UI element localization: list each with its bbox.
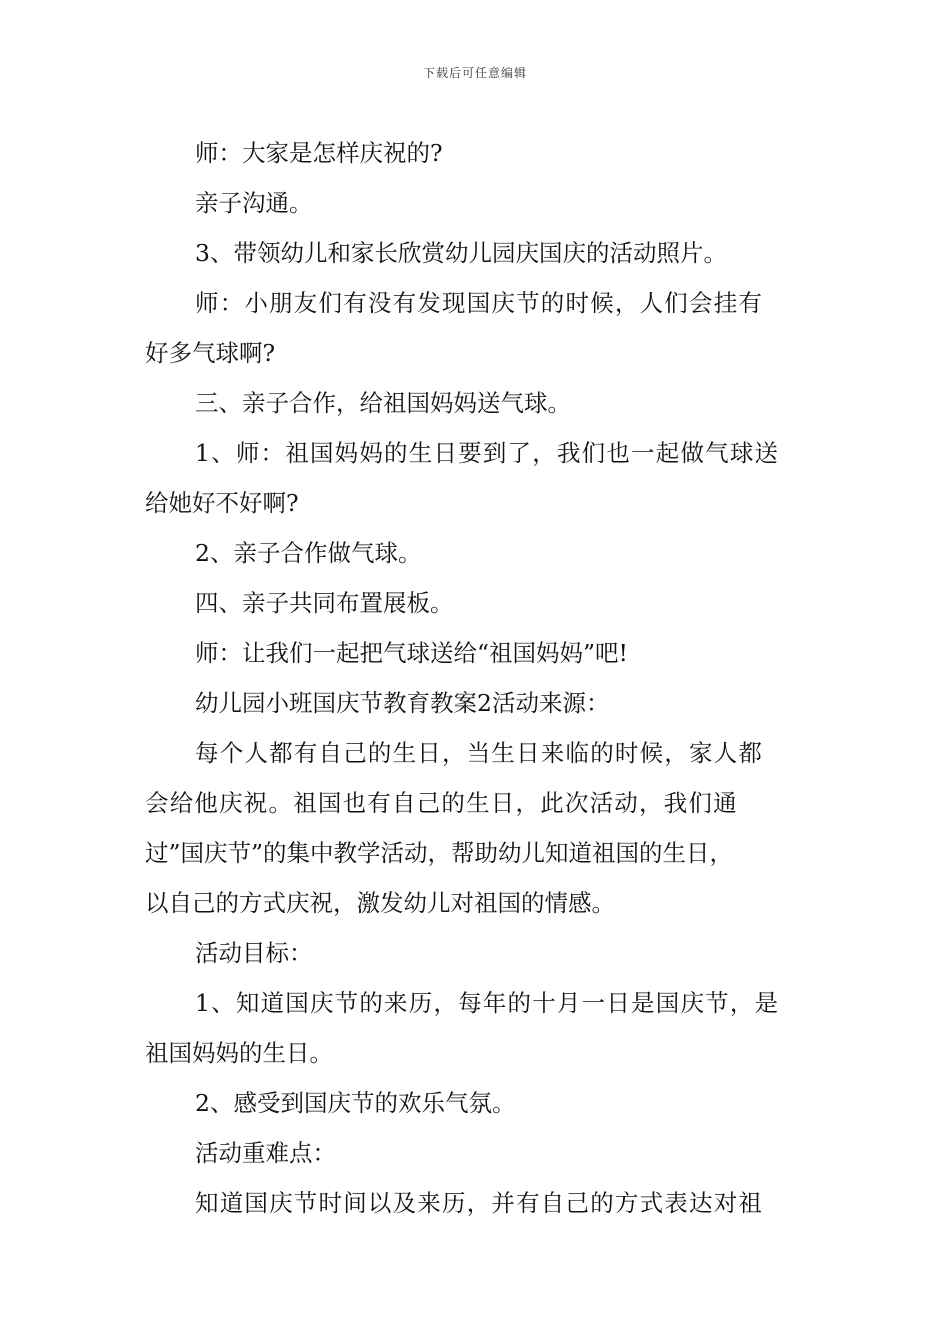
paragraph-line: 师：小朋友们有没有发现国庆节的时候，人们会挂有 <box>195 289 764 317</box>
paragraph-line: 每个人都有自己的生日，当生日来临的时候，家人都 <box>195 739 764 767</box>
section-heading: 活动重难点： <box>195 1139 336 1167</box>
paragraph-line: 过”国庆节”的集中教学活动，帮助幼儿知道祖国的生日， <box>145 839 734 867</box>
paragraph-line: 好多气球啊? <box>145 339 276 367</box>
page-header-note: 下载后可任意编辑 <box>422 66 527 80</box>
section-heading: 四、亲子共同布置展板。 <box>195 589 454 617</box>
document-body <box>145 128 810 1228</box>
paragraph-line: 给她好不好啊? <box>145 489 299 517</box>
paragraph-line: 知道国庆节时间以及来历，并有自己的方式表达对祖 <box>195 1189 764 1217</box>
paragraph-line: 祖国妈妈的生日。 <box>145 1039 333 1067</box>
paragraph-line: 师：让我们一起把气球送给“祖国妈妈”吧! <box>195 639 628 667</box>
paragraph-line: 2、感受到国庆节的欢乐气氛。 <box>195 1089 516 1117</box>
paragraph-line: 师：大家是怎样庆祝的? <box>195 139 443 167</box>
section-heading: 三、亲子合作，给祖国妈妈送气球。 <box>195 389 571 417</box>
paragraph-line: 亲子沟通。 <box>195 189 313 217</box>
paragraph-line: 3、带领幼儿和家长欣赏幼儿园庆国庆的活动照片。 <box>195 239 727 267</box>
paragraph-line: 以自己的方式庆祝，激发幼儿对祖国的情感。 <box>145 889 615 917</box>
paragraph-line: 1、师：祖国妈妈的生日要到了，我们也一起做气球送 <box>195 439 780 467</box>
paragraph-line: 会给他庆祝。祖国也有自己的生日，此次活动，我们通 <box>145 789 738 817</box>
paragraph-line: 2、亲子合作做气球。 <box>195 539 422 567</box>
document-title: 幼儿园小班国庆节教育教案2活动来源： <box>195 689 610 717</box>
paragraph-line: 1、知道国庆节的来历，每年的十月一日是国庆节，是 <box>195 989 780 1017</box>
section-heading: 活动目标： <box>195 939 313 967</box>
